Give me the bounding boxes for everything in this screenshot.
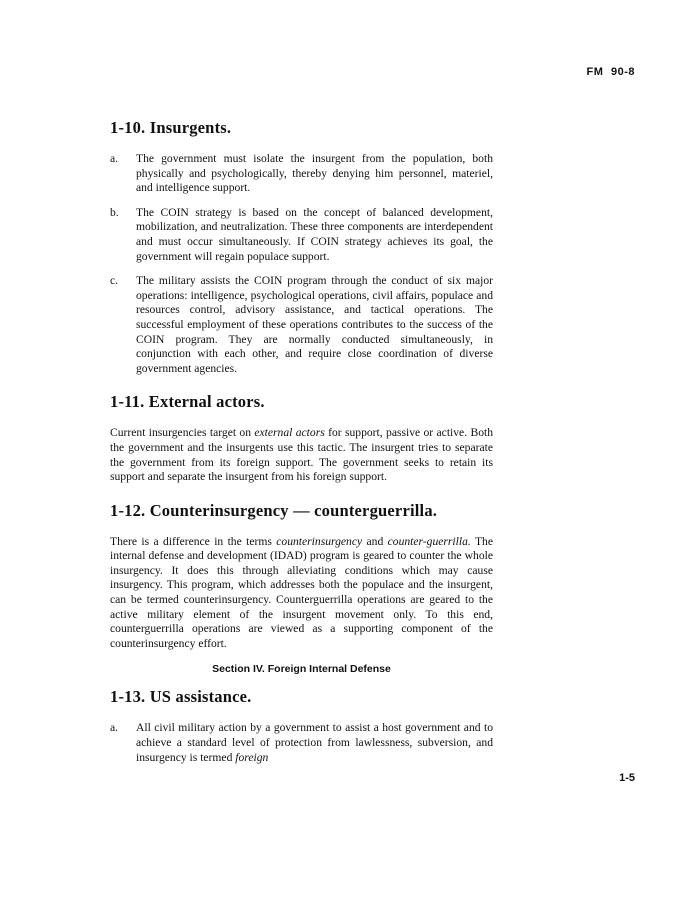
document-id-header: FM 90-8 (586, 66, 635, 78)
paragraph-external-actors: Current insurgencies target on external actors for support, passive or active. Both the government and the insurgents use this tactic. The insurgent tries to separate the government from its foreign support. The government seeks to retain its support and separate the insurgent from his foreign support. (110, 426, 494, 484)
item-label: a. (110, 721, 119, 735)
item-label: a. (110, 152, 119, 165)
emphasis-external-actors: external actors (254, 426, 325, 440)
page-number: 1-5 (619, 772, 635, 784)
section-title: Section IV. Foreign Internal Defense (212, 663, 391, 676)
paragraph-counterinsurgency: There is a difference in the terms counterinsurgency and counter-guerrilla. The internal defense and development (IDAD) program is geared to counter the whole insurgency. It does this through alleviating conditions which may cause insurgency. This program, which addresses both the populace and the insurgent, can be termed counterinsurgency. Counterguerrilla operations are geared to the active military element of the insurgent movement only. To this end, counterguerrilla operations are viewed as a supporting component of the counterinsurgency effort. (110, 534, 493, 650)
list-item-1-13-a (110, 721, 493, 765)
item-label: b. (110, 205, 119, 219)
item-text: The government must isolate the insurgent from the population, both physically and psychologically, thereby denying him personnel, materiel, and intelligence support. (136, 152, 493, 195)
item-text: The military assists the COIN program through the conduct of six major operations: intelligence, psychological operations, civil affairs, populace and resources control, advisory assistance, and tactical operations. The successful employment of these operations contributes to the success of the COIN program. They are normally conducted simultaneously, in conjunction with each other, and require close coordination of diverse government agencies. (136, 274, 493, 375)
item-text: The COIN strategy is based on the concept of balanced development, mobilization, and neutralization. These three components are interdependent and must occur simultaneously. If COIN strategy achieves its goal, the government will regain populace support. (136, 205, 493, 263)
item-label: c. (110, 274, 119, 288)
page-body (110, 118, 493, 775)
emphasis-counterinsurgency: counterinsurgency (276, 534, 363, 548)
list-item-1-10-a (110, 152, 493, 196)
emphasis-counterguerrilla: counter-guerrilla. (387, 534, 471, 548)
heading-1-11: 1-11. External actors. (110, 392, 265, 412)
emphasis-foreign: foreign (235, 750, 269, 764)
heading-1-13: 1-13. US assistance. (110, 687, 252, 707)
heading-1-10: 1-10. Insurgents. (110, 118, 232, 137)
heading-1-12: 1-12. Counterinsurgency — counterguerrilla. (110, 500, 438, 520)
item-text: All civil military action by a government to assist a host government and to achieve a standard level of protection from lawlessness, subversion, and insurgency is termed foreign (136, 721, 493, 764)
list-item-1-10-c (110, 274, 493, 376)
list-item-1-10-b (110, 206, 493, 264)
